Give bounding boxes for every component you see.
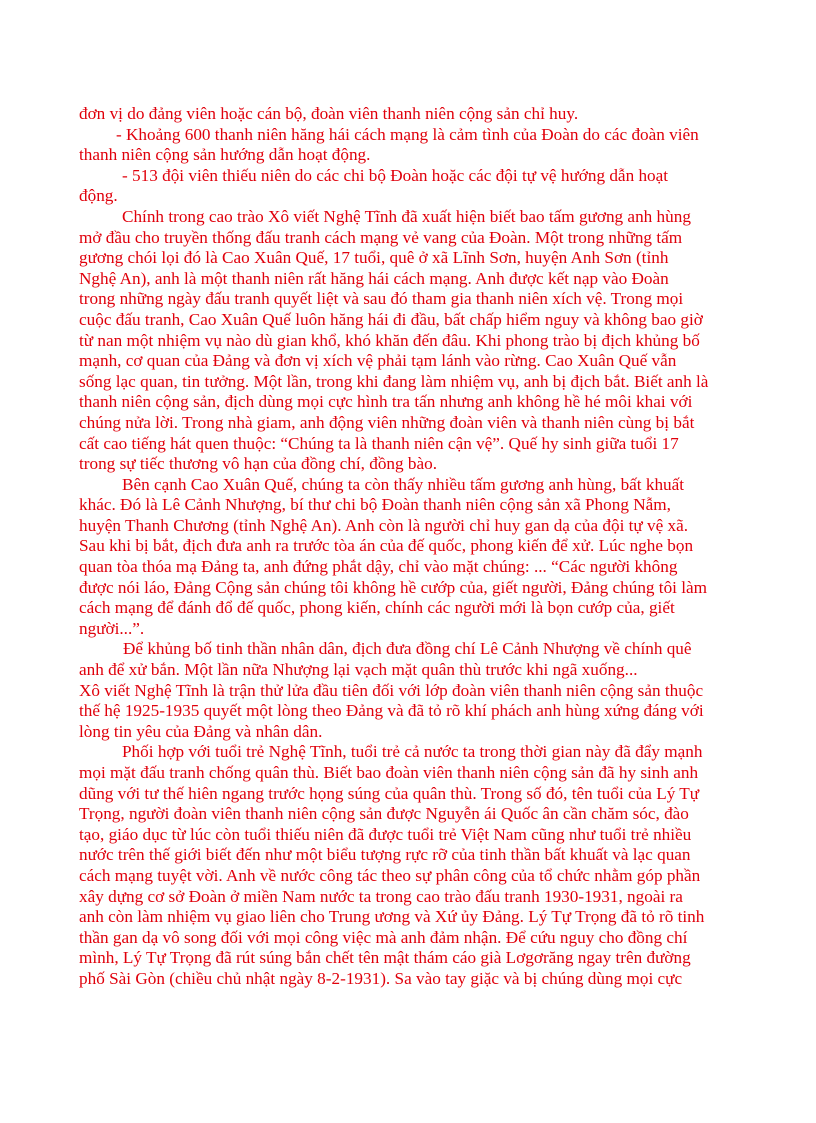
- text-line: mọi mặt đấu tranh chống quân thù. Biết bao đoàn viên thanh niên cộng sản đã hy sinh anh: [79, 763, 699, 782]
- text-line: Sau khi bị bắt, địch đưa anh ra trước tòa án của đế quốc, phong kiến để xử. Lúc nghe bọn: [79, 536, 694, 556]
- text-line: Phối hợp với tuổi trẻ Nghệ Tĩnh, tuổi trẻ cả nước ta trong thời gian này đã đẩy mạnh: [122, 742, 703, 762]
- text-line: Trọng, người đoàn viên thanh niên cộng sản được Nguyễn ái Quốc ân cần chăm sóc, đào: [79, 804, 689, 824]
- text-line: sống lạc quan, tin tưởng. Một lần, trong khi đang làm nhiệm vụ, anh bị địch bắt. Biết anh là: [79, 371, 709, 391]
- text-line: Để khủng bố tinh thần nhân dân, địch đưa đồng chí Lê Cảnh Nhượng về chính quê: [123, 639, 692, 659]
- text-line: gương chói lọi đó là Cao Xuân Quế, 17 tuổi, quê ở xã Lĩnh Sơn, huyện Anh Sơn (tỉnh: [79, 248, 669, 268]
- text-line: được nói láo, Đảng Cộng sản chúng tôi không hề cướp của, giết người, Đảng chúng tôi làm: [79, 577, 708, 597]
- text-line: quan tòa thóa mạ Đảng ta, anh đứng phắt dậy, chỉ vào mặt chúng: ... “Các người không: [79, 557, 678, 577]
- text-line: cất cao tiếng hát quen thuộc: “Chúng ta là thanh niên cận vệ”. Quế hy sinh giữa tuổi 17: [79, 433, 679, 453]
- text-line: thanh niên cộng sản, địch dùng mọi cực hình tra tấn nhưng anh không hề hé môi khai với: [79, 392, 693, 412]
- text-line: lòng tin yêu của Đảng và nhân dân.: [79, 721, 323, 741]
- text-line: từ nan một nhiệm vụ nào dù gian khổ, khó khăn đến đâu. Khi phong trào bị địch khủng bố: [79, 330, 700, 350]
- text-line: chúng nửa lời. Trong nhà giam, anh động viên những đoàn viên và thanh niên cùng bị bắt: [79, 412, 695, 432]
- text-line: trong những ngày đấu tranh quyết liệt và sau đó tham gia thanh niên xích vệ. Trong mọi: [79, 289, 684, 309]
- text-line: Chính trong cao trào Xô viết Nghệ Tĩnh đã xuất hiện biết bao tấm gương anh hùng: [122, 206, 691, 226]
- text-line: người...”.: [79, 618, 145, 638]
- text-line: phố Sài Gòn (chiều chủ nhật ngày 8-2-1931). Sa vào tay giặc và bị chúng dùng mọi cực: [79, 968, 683, 988]
- text-line: anh để xử bắn. Một lần nữa Nhượng lại vạch mặt quân thù trước khi ngã xuống...: [79, 660, 638, 680]
- text-line: cách mạng để đánh đổ đế quốc, phong kiến, chính các người mới là bọn cướp của, giết: [79, 598, 675, 618]
- text-line: tạo, giáo dục từ lúc còn tuổi thiếu niên đã được tuổi trẻ Việt Nam cũng như tuổi trẻ nhiều: [79, 824, 692, 844]
- text-line: dũng với tư thế hiên ngang trước họng súng của quân thù. Trong số đó, tên tuổi của Lý Tự: [79, 783, 700, 803]
- text-line: động.: [79, 186, 118, 206]
- text-line: thần gan dạ vô song đối với mọi công việc mà anh đảm nhận. Để cứu nguy cho đồng chí: [79, 927, 688, 947]
- text-line: Nghệ An), anh là một thanh niên rất hăng hái cách mạng. Anh được kết nạp vào Đoàn: [79, 268, 669, 288]
- document-page: [79, 104, 759, 990]
- text-line: cách mạng tuyệt vời. Anh về nước công tác theo sự phân công của tổ chức nhằm góp phần: [79, 865, 701, 885]
- text-line: - Khoảng 600 thanh niên hăng hái cách mạng là cảm tình của Đoàn do các đoàn viên: [116, 124, 699, 144]
- text-line: mở đầu cho truyền thống đấu tranh cách mạng vẻ vang của Đoàn. Một trong những tấm: [79, 227, 683, 247]
- text-line: khác. Đó là Lê Cảnh Nhượng, bí thư chi bộ Đoàn thanh niên cộng sản xã Phong Nẫm,: [79, 495, 671, 515]
- text-line: mình, Lý Tự Trọng đã rút súng bắn chết tên mật thám cáo già Lơgơrăng ngay trên đường: [79, 948, 691, 968]
- text-line: - 513 đội viên thiếu niên do các chi bộ Đoàn hoặc các đội tự vệ hướng dẫn hoạt: [122, 165, 669, 185]
- text-line: thế hệ 1925-1935 quyết một lòng theo Đảng và đã tỏ rõ khí phách anh hùng xứng đáng với: [79, 701, 704, 721]
- text-line: xây dựng cơ sở Đoàn ở miền Nam nước ta trong cao trào đấu tranh 1930-1931, ngoài ra: [79, 886, 683, 906]
- text-line: anh còn làm nhiệm vụ giao liên cho Trung ương và Xứ ủy Đảng. Lý Tự Trọng đã tỏ rõ tinh: [79, 907, 705, 927]
- text-line: Xô viết Nghệ Tĩnh là trận thử lửa đầu tiên đối với lớp đoàn viên thanh niên cộng sản thuộc: [79, 680, 704, 700]
- text-line: đơn vị do đảng viên hoặc cán bộ, đoàn viên thanh niên cộng sản chỉ huy.: [79, 104, 579, 123]
- text-line: nước trên thế giới biết đến như một biểu tượng rực rỡ của tinh thần bất khuất và lạc quan: [79, 845, 691, 865]
- text-line: trong sự tiếc thương vô hạn của đồng chí, đồng bào.: [79, 454, 438, 474]
- text-line: mạnh, cơ quan của Đảng và đơn vị xích vệ phải tạm lánh vào rừng. Cao Xuân Quế vẫn: [79, 351, 677, 371]
- text-line: Bên cạnh Cao Xuân Quế, chúng ta còn thấy nhiều tấm gương anh hùng, bất khuất: [122, 474, 685, 494]
- text-line: huyện Thanh Chương (tỉnh Nghệ An). Anh còn là người chỉ huy gan dạ của đội tự vệ xã.: [79, 515, 689, 535]
- text-line: thanh niên cộng sản hướng dẫn hoạt động.: [79, 145, 371, 165]
- text-line: cuộc đấu tranh, Cao Xuân Quế luôn hăng hái đi đầu, bất chấp hiểm nguy và không bao giờ: [79, 309, 703, 329]
